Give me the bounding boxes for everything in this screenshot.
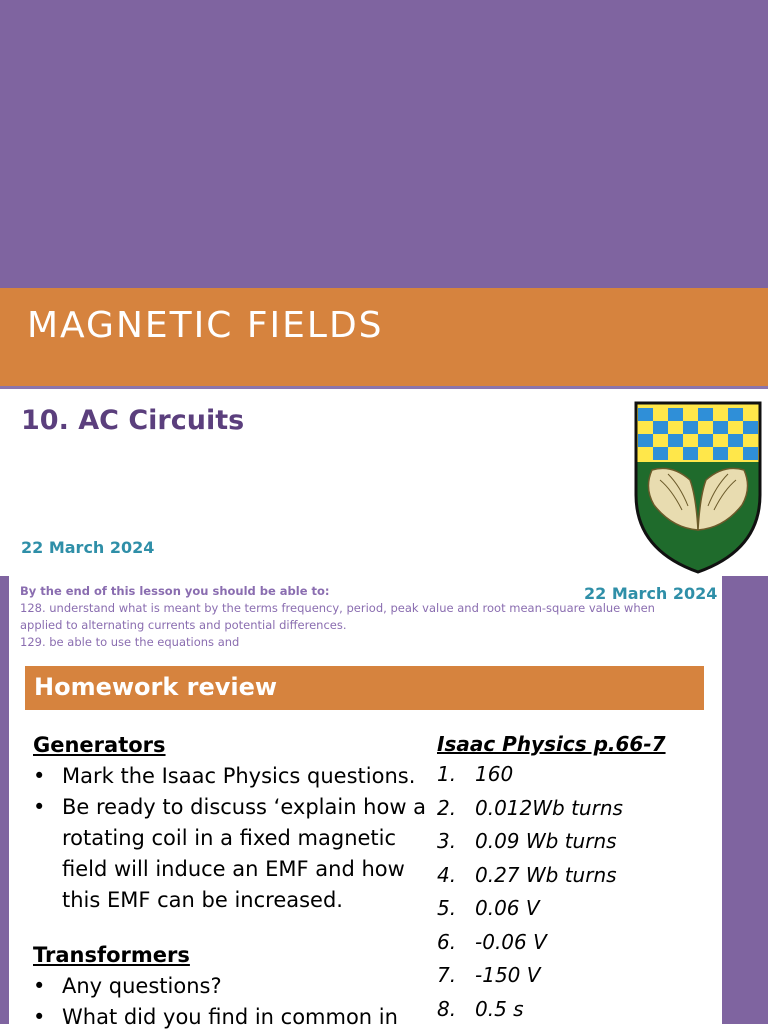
- answer-row: [437, 926, 717, 960]
- top-purple-band: [0, 0, 768, 288]
- lesson-title: 10. AC Circuits: [21, 405, 245, 436]
- banner-label: Homework review: [34, 673, 278, 701]
- answer-number: 6.: [437, 929, 457, 954]
- answer-number: 4.: [437, 862, 457, 887]
- list-item: • Any questions?: [33, 971, 428, 1002]
- answer-number: 5.: [437, 896, 457, 920]
- answer-value: 160: [475, 762, 514, 786]
- answer-value: 0.012Wb turns: [475, 795, 623, 820]
- list-item: • What did you find in common in: [33, 1002, 428, 1033]
- answers-heading: Isaac Physics p.66-7: [437, 732, 666, 756]
- answer-value: 0.09 Wb turns: [475, 829, 617, 853]
- answer-row: [437, 993, 717, 1027]
- answer-row: [437, 792, 717, 826]
- transformers-heading: Transformers: [33, 943, 190, 967]
- answer-value: -150 V: [475, 963, 541, 987]
- answer-value: -0.06 V: [475, 929, 547, 954]
- answer-row: [437, 892, 717, 926]
- answer-number: 3.: [437, 829, 457, 853]
- answer-row: [437, 758, 717, 792]
- slide-date: 22 March 2024: [584, 584, 718, 603]
- answer-value: 0.5 s: [475, 996, 524, 1021]
- slide-right-bar: [722, 576, 768, 1024]
- answer-number: 2.: [437, 795, 457, 820]
- answer-number: 1.: [437, 762, 457, 786]
- list-item: • Mark the Isaac Physics questions.: [33, 761, 428, 792]
- lesson-objectives: [20, 583, 670, 651]
- answer-number: 8.: [437, 996, 457, 1021]
- answers-list: [437, 730, 717, 1026]
- slide-left-bar: [0, 576, 9, 1024]
- generators-heading: Generators: [33, 733, 166, 757]
- lesson-date: 22 March 2024: [21, 538, 155, 557]
- list-item: • Be ready to discuss ‘explain how a rotating coil in a fixed magnetic field will induce an EMF and how this EMF can be increased.: [33, 792, 428, 916]
- school-crest-icon: [632, 400, 764, 575]
- homework-notes: [33, 730, 428, 1033]
- objectives-heading: By the end of this lesson you should be able to:: [20, 584, 330, 598]
- answer-value: 0.27 Wb turns: [475, 862, 617, 887]
- page-title: MAGNETIC FIELDS: [27, 305, 384, 346]
- objective-item: 128. understand what is meant by the terms frequency, period, peak value and root mean-square value when applied to alternating currents and potential differences.: [20, 601, 655, 632]
- homework-banner: [25, 666, 704, 710]
- answer-row: [437, 825, 717, 859]
- answer-number: 7.: [437, 963, 457, 987]
- objective-item: 129. be able to use the equations and: [20, 635, 240, 649]
- answer-row: [437, 859, 717, 893]
- answer-value: 0.06 V: [475, 896, 540, 920]
- answer-row: [437, 959, 717, 993]
